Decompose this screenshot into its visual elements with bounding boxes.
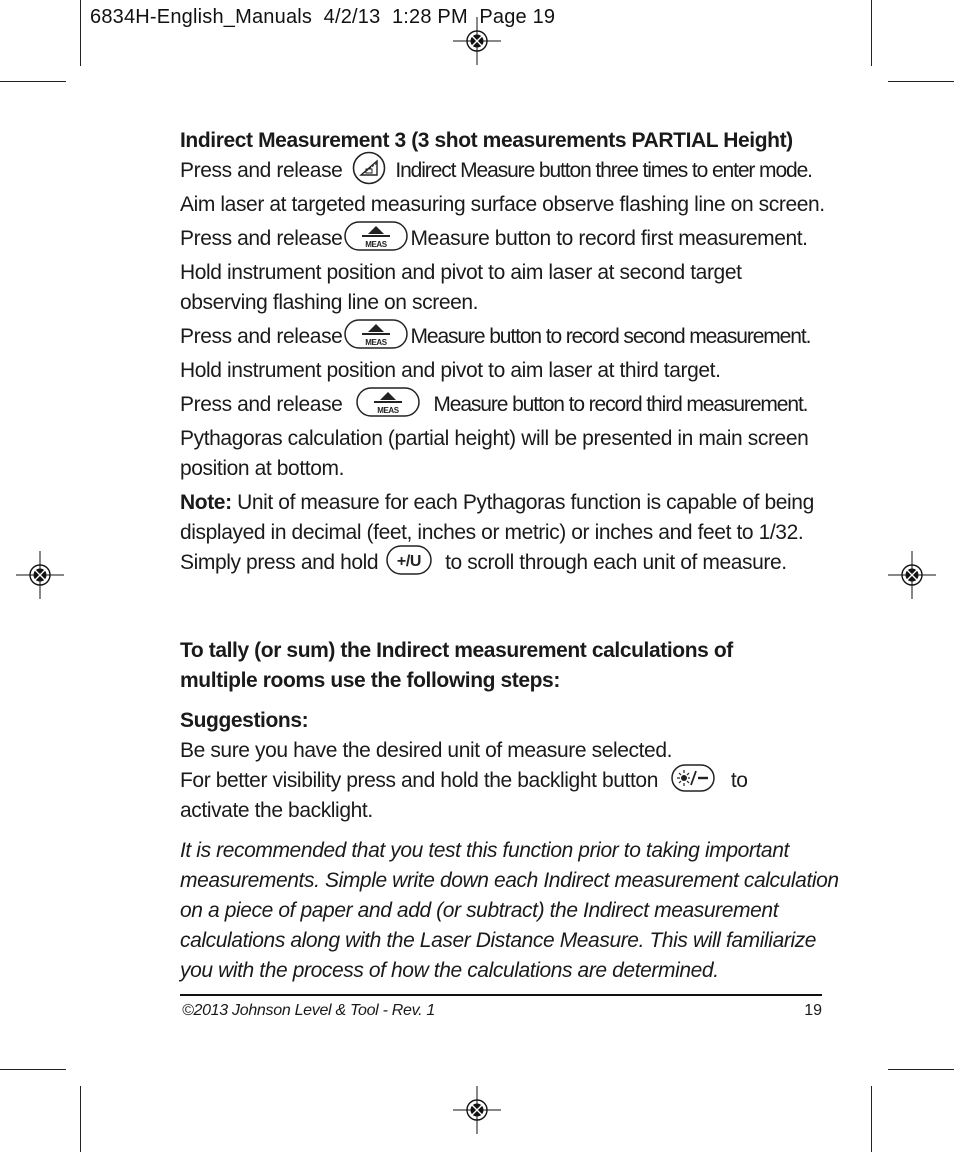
step-record-second — [180, 322, 830, 352]
suggestion-unit: Be sure you have the desired unit of measure selected. — [180, 739, 673, 762]
registration-mark-left-icon — [16, 551, 64, 599]
crop-mark-top-right-v — [871, 0, 872, 66]
unit-button-icon — [386, 545, 432, 575]
recommendation-line: on a piece of paper and add (or subtract) the Indirect measurement — [180, 899, 779, 922]
step-text: Measure button to record second measurement. — [410, 325, 811, 348]
step-text: Press and release — [180, 325, 343, 348]
note-text: Simply press and hold — [180, 551, 379, 574]
recommendation-line: you with the process of how the calculations are determined. — [180, 959, 719, 982]
measure-button-icon — [344, 319, 408, 349]
footer-rule — [180, 994, 822, 996]
note-line3 — [180, 548, 830, 578]
step-record-third — [180, 390, 830, 420]
step-text: Measure button to record first measurement. — [410, 227, 808, 250]
note-line1 — [180, 488, 830, 518]
crop-mark-bottom-right-v — [871, 1086, 872, 1152]
meas-label: MEAS — [377, 406, 399, 416]
page-number: 19 — [804, 1002, 822, 1019]
registration-mark-top-icon — [453, 17, 501, 65]
crop-mark-bottom-left-v — [80, 1086, 81, 1152]
step-text: Press and release — [180, 227, 343, 250]
step-enter-mode — [180, 156, 830, 186]
recommendation-line: It is recommended that you test this function prior to taking important — [180, 839, 789, 862]
measure-button-icon — [344, 221, 408, 251]
footer-copyright: ©2013 Johnson Level & Tool - Rev. 1 — [182, 1002, 436, 1019]
note-label: Note: — [180, 491, 232, 514]
registration-mark-bottom-icon — [453, 1086, 501, 1134]
note-text: to scroll through each unit of measure. — [445, 551, 787, 574]
manual-content — [180, 126, 839, 986]
crop-mark-bottom-right-h — [888, 1069, 954, 1070]
suggestion-backlight — [180, 766, 830, 796]
section-heading-tally-line2: multiple rooms use the following steps: — [180, 669, 560, 692]
step-text: Indirect Measure button three times to enter mode. — [395, 159, 812, 182]
step-text: Measure button to record third measurement. — [433, 393, 808, 416]
meas-label: MEAS — [365, 240, 388, 250]
section-heading-indirect-3: Indirect Measurement 3 (3 shot measurements PARTIAL Height) — [180, 129, 793, 152]
step-pythagoras-line2: position at bottom. — [180, 457, 344, 480]
step-pythagoras-line1: Pythagoras calculation (partial height) will be presented in main screen — [180, 427, 809, 450]
step-pivot-second-line1: Hold instrument position and pivot to aim laser at second target — [180, 261, 742, 284]
indirect-measure-button-icon — [352, 151, 386, 185]
note-text: Unit of measure for each Pythagoras function is capable of being — [231, 491, 814, 514]
step-text: Press and release — [180, 159, 343, 182]
step-pivot-third: Hold instrument position and pivot to aim laser at third target. — [180, 359, 721, 382]
crop-mark-bottom-left-h — [0, 1069, 66, 1070]
meas-label: MEAS — [365, 338, 388, 348]
step-aim-laser: Aim laser at targeted measuring surface observe flashing line on screen. — [180, 193, 825, 216]
suggestion-backlight-line2: activate the backlight. — [180, 799, 373, 822]
step-text: Press and release — [180, 393, 343, 416]
suggestions-label: Suggestions: — [180, 709, 309, 732]
backlight-button-icon — [671, 764, 715, 792]
crop-mark-top-left-v — [80, 0, 81, 66]
step-pivot-second-line2: observing flashing line on screen. — [180, 291, 479, 314]
print-slug: 6834H-English_Manuals 4/2/13 1:28 PM Page 19 — [90, 6, 556, 28]
crop-mark-top-left-h — [0, 81, 66, 82]
suggestion-text: to — [730, 769, 748, 792]
recommendation-line: calculations along with the Laser Distance Measure. This will familiarize — [180, 929, 817, 952]
unit-label: +/U — [396, 553, 421, 571]
suggestion-text: For better visibility press and hold the backlight button — [180, 769, 658, 792]
registration-mark-right-icon — [888, 551, 936, 599]
recommendation-line: measurements. Simple write down each Indirect measurement calculation — [180, 869, 839, 892]
crop-mark-top-right-h — [888, 81, 954, 82]
section-heading-tally-line1: To tally (or sum) the Indirect measurement calculations of — [180, 639, 733, 662]
measure-button-icon — [356, 387, 420, 417]
step-record-first — [180, 224, 830, 254]
note-line2: displayed in decimal (feet, inches or metric) or inches and feet to 1/32. — [180, 521, 804, 544]
